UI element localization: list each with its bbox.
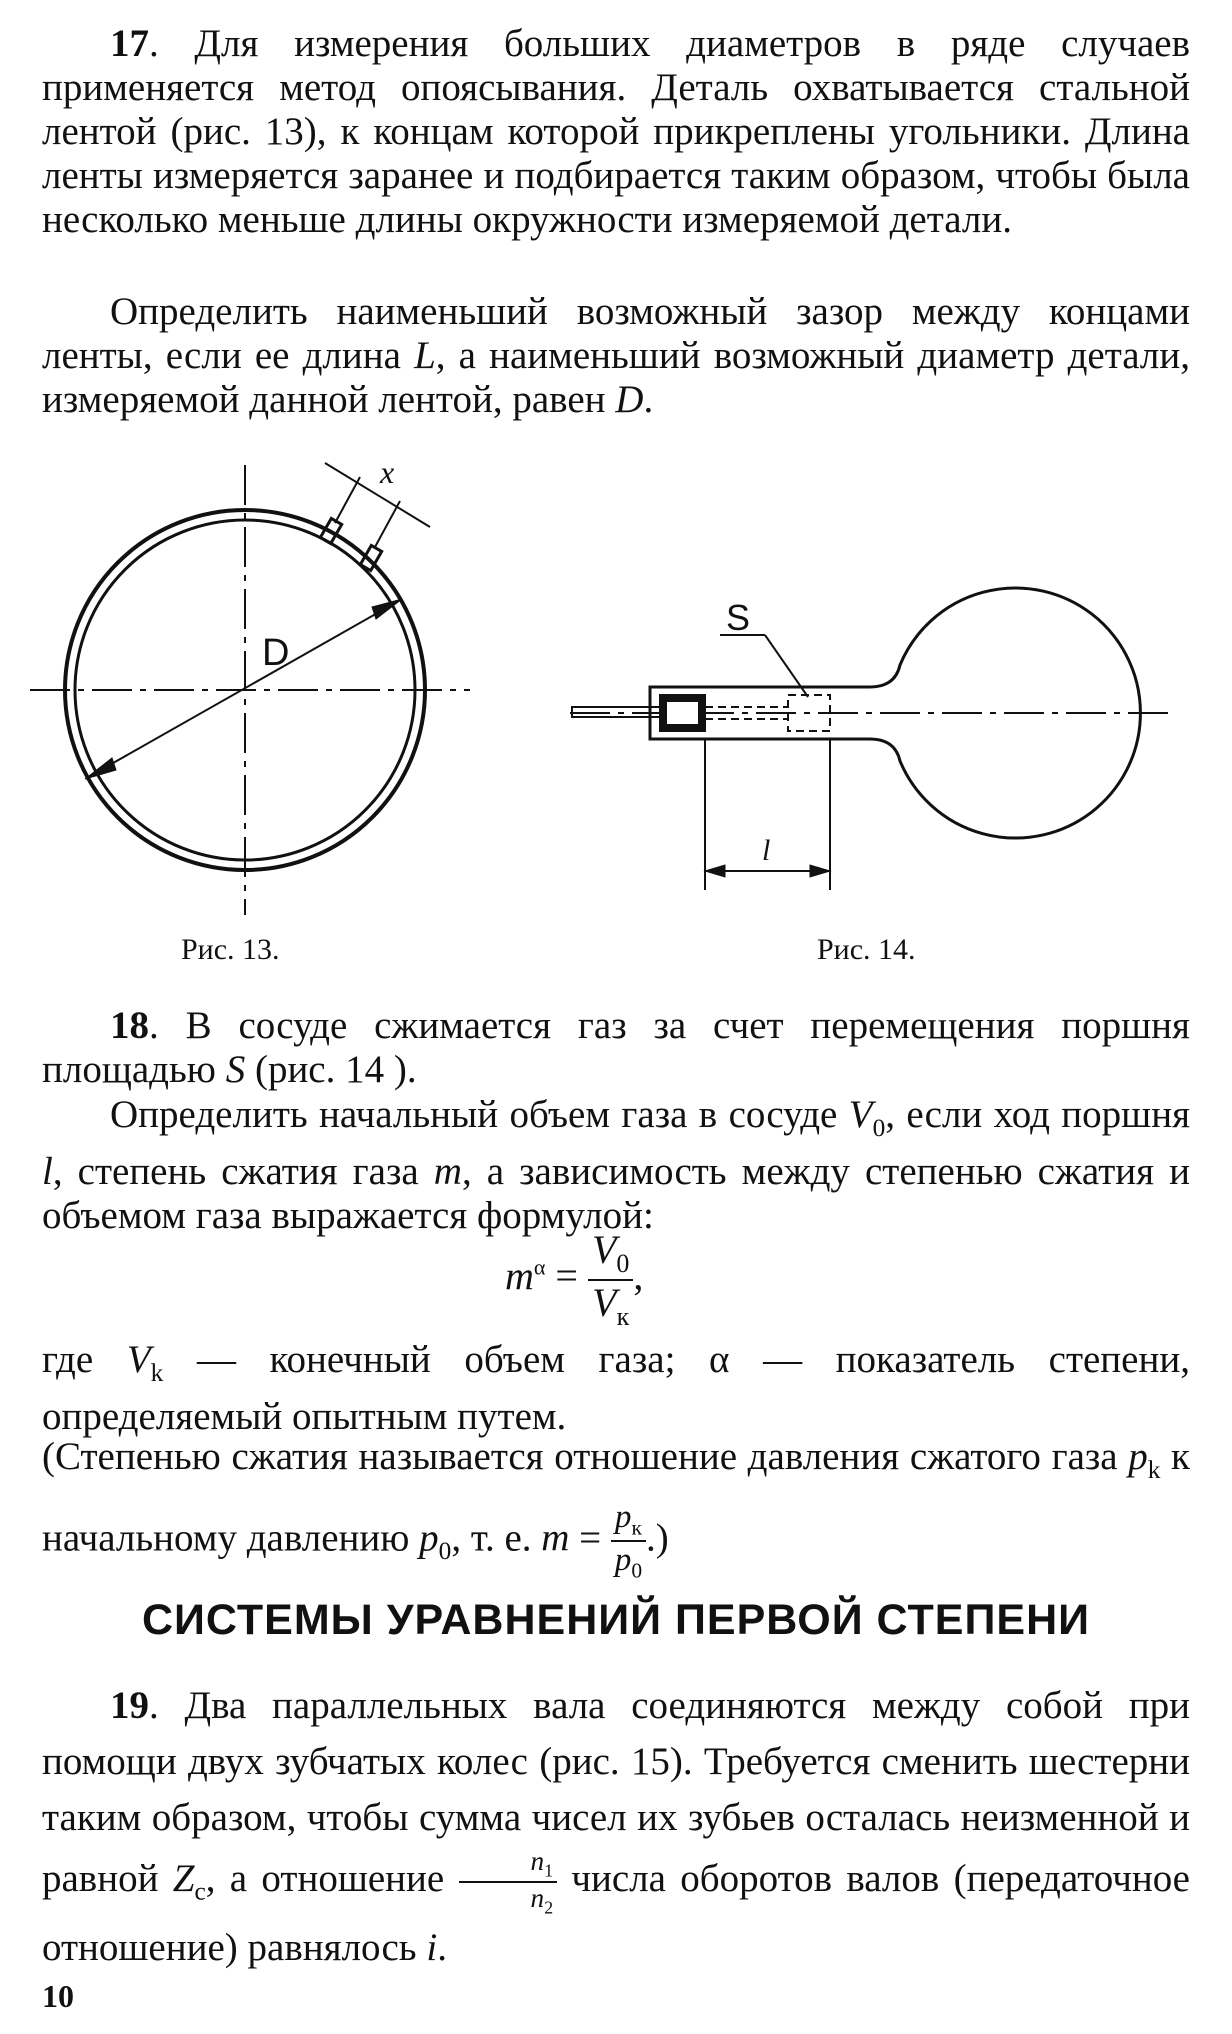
- var-Z-sub: с: [194, 1877, 206, 1906]
- problem-17-paragraph-1: [42, 22, 1190, 242]
- var-n1-sub: 1: [544, 1860, 554, 1881]
- var-n2-sub: 2: [544, 1897, 554, 1918]
- text-span: Определить наименьший возможный зазор между концами ленты, если ее длина: [42, 290, 1190, 377]
- formula-alpha: α: [533, 1254, 546, 1280]
- frac-den-sub: 0: [631, 1558, 643, 1583]
- var-m2: m: [541, 1516, 570, 1560]
- fig14-label-S: S: [726, 597, 751, 638]
- problem-19-paragraph: [42, 1678, 1190, 1976]
- text-span: .: [437, 1925, 447, 1969]
- text-span: .: [643, 378, 654, 421]
- var-n2: n: [530, 1882, 545, 1913]
- text-span: , степень сжатия газа: [52, 1149, 434, 1193]
- fig13-label-D: D: [262, 632, 290, 674]
- formula-m: m: [505, 1252, 534, 1298]
- var-Vk: V: [126, 1338, 151, 1381]
- problem-18-number: 18: [110, 1004, 149, 1047]
- text-span: .): [645, 1516, 669, 1560]
- figure-14: [530, 575, 1210, 900]
- text-span: Определить начальный объем газа в сосуде: [110, 1093, 849, 1136]
- var-l: l: [42, 1149, 53, 1193]
- text-span: (рис. 14 ).: [245, 1048, 417, 1091]
- var-pk: p: [1128, 1435, 1148, 1478]
- fig13-dim-line: [325, 463, 430, 527]
- text-span: . В сосуде сжимается газ за счет перемещения поршня площадью: [42, 1004, 1190, 1091]
- var-pk-sub: k: [1147, 1455, 1161, 1484]
- frac-num-sub: к: [631, 1515, 642, 1540]
- formula-fraction: [588, 1228, 633, 1331]
- text-span: , а зависимость между степенью сжатия и объемом газа выражается формулой:: [42, 1149, 1191, 1237]
- var-S: S: [225, 1048, 246, 1091]
- fig14-caption: Рис. 14.: [817, 933, 916, 966]
- formula-tail: ,: [633, 1252, 644, 1298]
- frac-num: p: [614, 1497, 632, 1535]
- fig13-ext-line-2: [375, 501, 400, 547]
- var-Z: Z: [172, 1856, 195, 1900]
- var-Vk-sub: k: [150, 1358, 164, 1387]
- var-n1: n: [530, 1846, 545, 1876]
- text-span: — конечный объем газа; α — показатель степени, определяемый опытным путем.: [42, 1338, 1190, 1438]
- ratio-fraction: [459, 1846, 558, 1918]
- fig13-ext-line-1: [335, 477, 360, 523]
- var-V0-sub: 0: [872, 1113, 886, 1142]
- frac-den: p: [614, 1541, 632, 1579]
- problem-17-paragraph-2: [42, 290, 1190, 422]
- text-span: числа оборотов валов (передаточное отношение) равнялось: [42, 1856, 1190, 1969]
- text-span: , а отношение: [205, 1856, 459, 1900]
- page-number: 10: [42, 1978, 74, 2014]
- figure-13: [30, 455, 480, 945]
- var-D: D: [615, 378, 644, 421]
- text-span: (Степенью сжатия называется отношение давления сжатого газа: [42, 1435, 1129, 1478]
- text-span: , если ход поршня: [885, 1093, 1191, 1136]
- formula-compression: [505, 1228, 643, 1331]
- section-heading: СИСТЕМЫ УРАВНЕНИЙ ПЕРВОЙ СТЕПЕНИ: [141, 1596, 1091, 1644]
- problem-18-paragraph-3: [42, 1338, 1190, 1439]
- eq-sign: =: [579, 1516, 602, 1560]
- formula-num-sub: 0: [616, 1249, 630, 1278]
- text-span: к начальному давлению: [42, 1435, 1190, 1560]
- problem-18-paragraph-2: [42, 1093, 1190, 1238]
- formula-den-sub: к: [616, 1301, 630, 1331]
- formula-den: V: [592, 1279, 617, 1325]
- var-L: L: [414, 334, 436, 377]
- fig14-arrow-right: [810, 865, 830, 877]
- fig14-label-l: l: [762, 834, 771, 867]
- problem-19-number: 19: [110, 1684, 149, 1727]
- text-span: , а наименьший возможный диаметр детали, измеряемой данной лентой, равен: [42, 334, 1190, 421]
- pressure-fraction: [611, 1499, 646, 1584]
- fig13-caption: Рис. 13.: [181, 933, 280, 966]
- var-p0-sub: 0: [438, 1536, 452, 1565]
- text-span: . Два параллельных вала соединяются между собой при помощи двух зубчатых колес (рис. 15). Требуется сменить шестерни таким образом, чтобы сумма чисел их зубьев осталась неизменной и равной: [42, 1684, 1190, 1900]
- problem-17-number: 17: [110, 22, 149, 65]
- var-m: m: [433, 1149, 462, 1193]
- var-V0: V: [848, 1093, 873, 1136]
- problem-18-paragraph-1: [42, 1004, 1190, 1092]
- problem-17-text: . Для измерения больших диаметров в ряде случаев применяется метод опоясывания. Деталь охватывается стальной лентой (рис. 13), к концам которой прикреплены угольники. Длина ленты измеряется заранее и подбирается таким образом, чтобы была несколько меньше длины окружности измеряемой детали.: [42, 22, 1190, 241]
- var-p0: p: [419, 1516, 439, 1560]
- fig14-arrow-left: [705, 865, 725, 877]
- text-span: где: [42, 1338, 127, 1381]
- problem-18-paragraph-4: [42, 1428, 1190, 1583]
- formula-eq: =: [555, 1252, 578, 1298]
- var-i: i: [426, 1925, 438, 1969]
- fig13-label-x: x: [380, 455, 395, 490]
- formula-num: V: [591, 1227, 617, 1272]
- text-span: , т. е.: [451, 1516, 542, 1560]
- fig14-piston-inner: [667, 702, 698, 724]
